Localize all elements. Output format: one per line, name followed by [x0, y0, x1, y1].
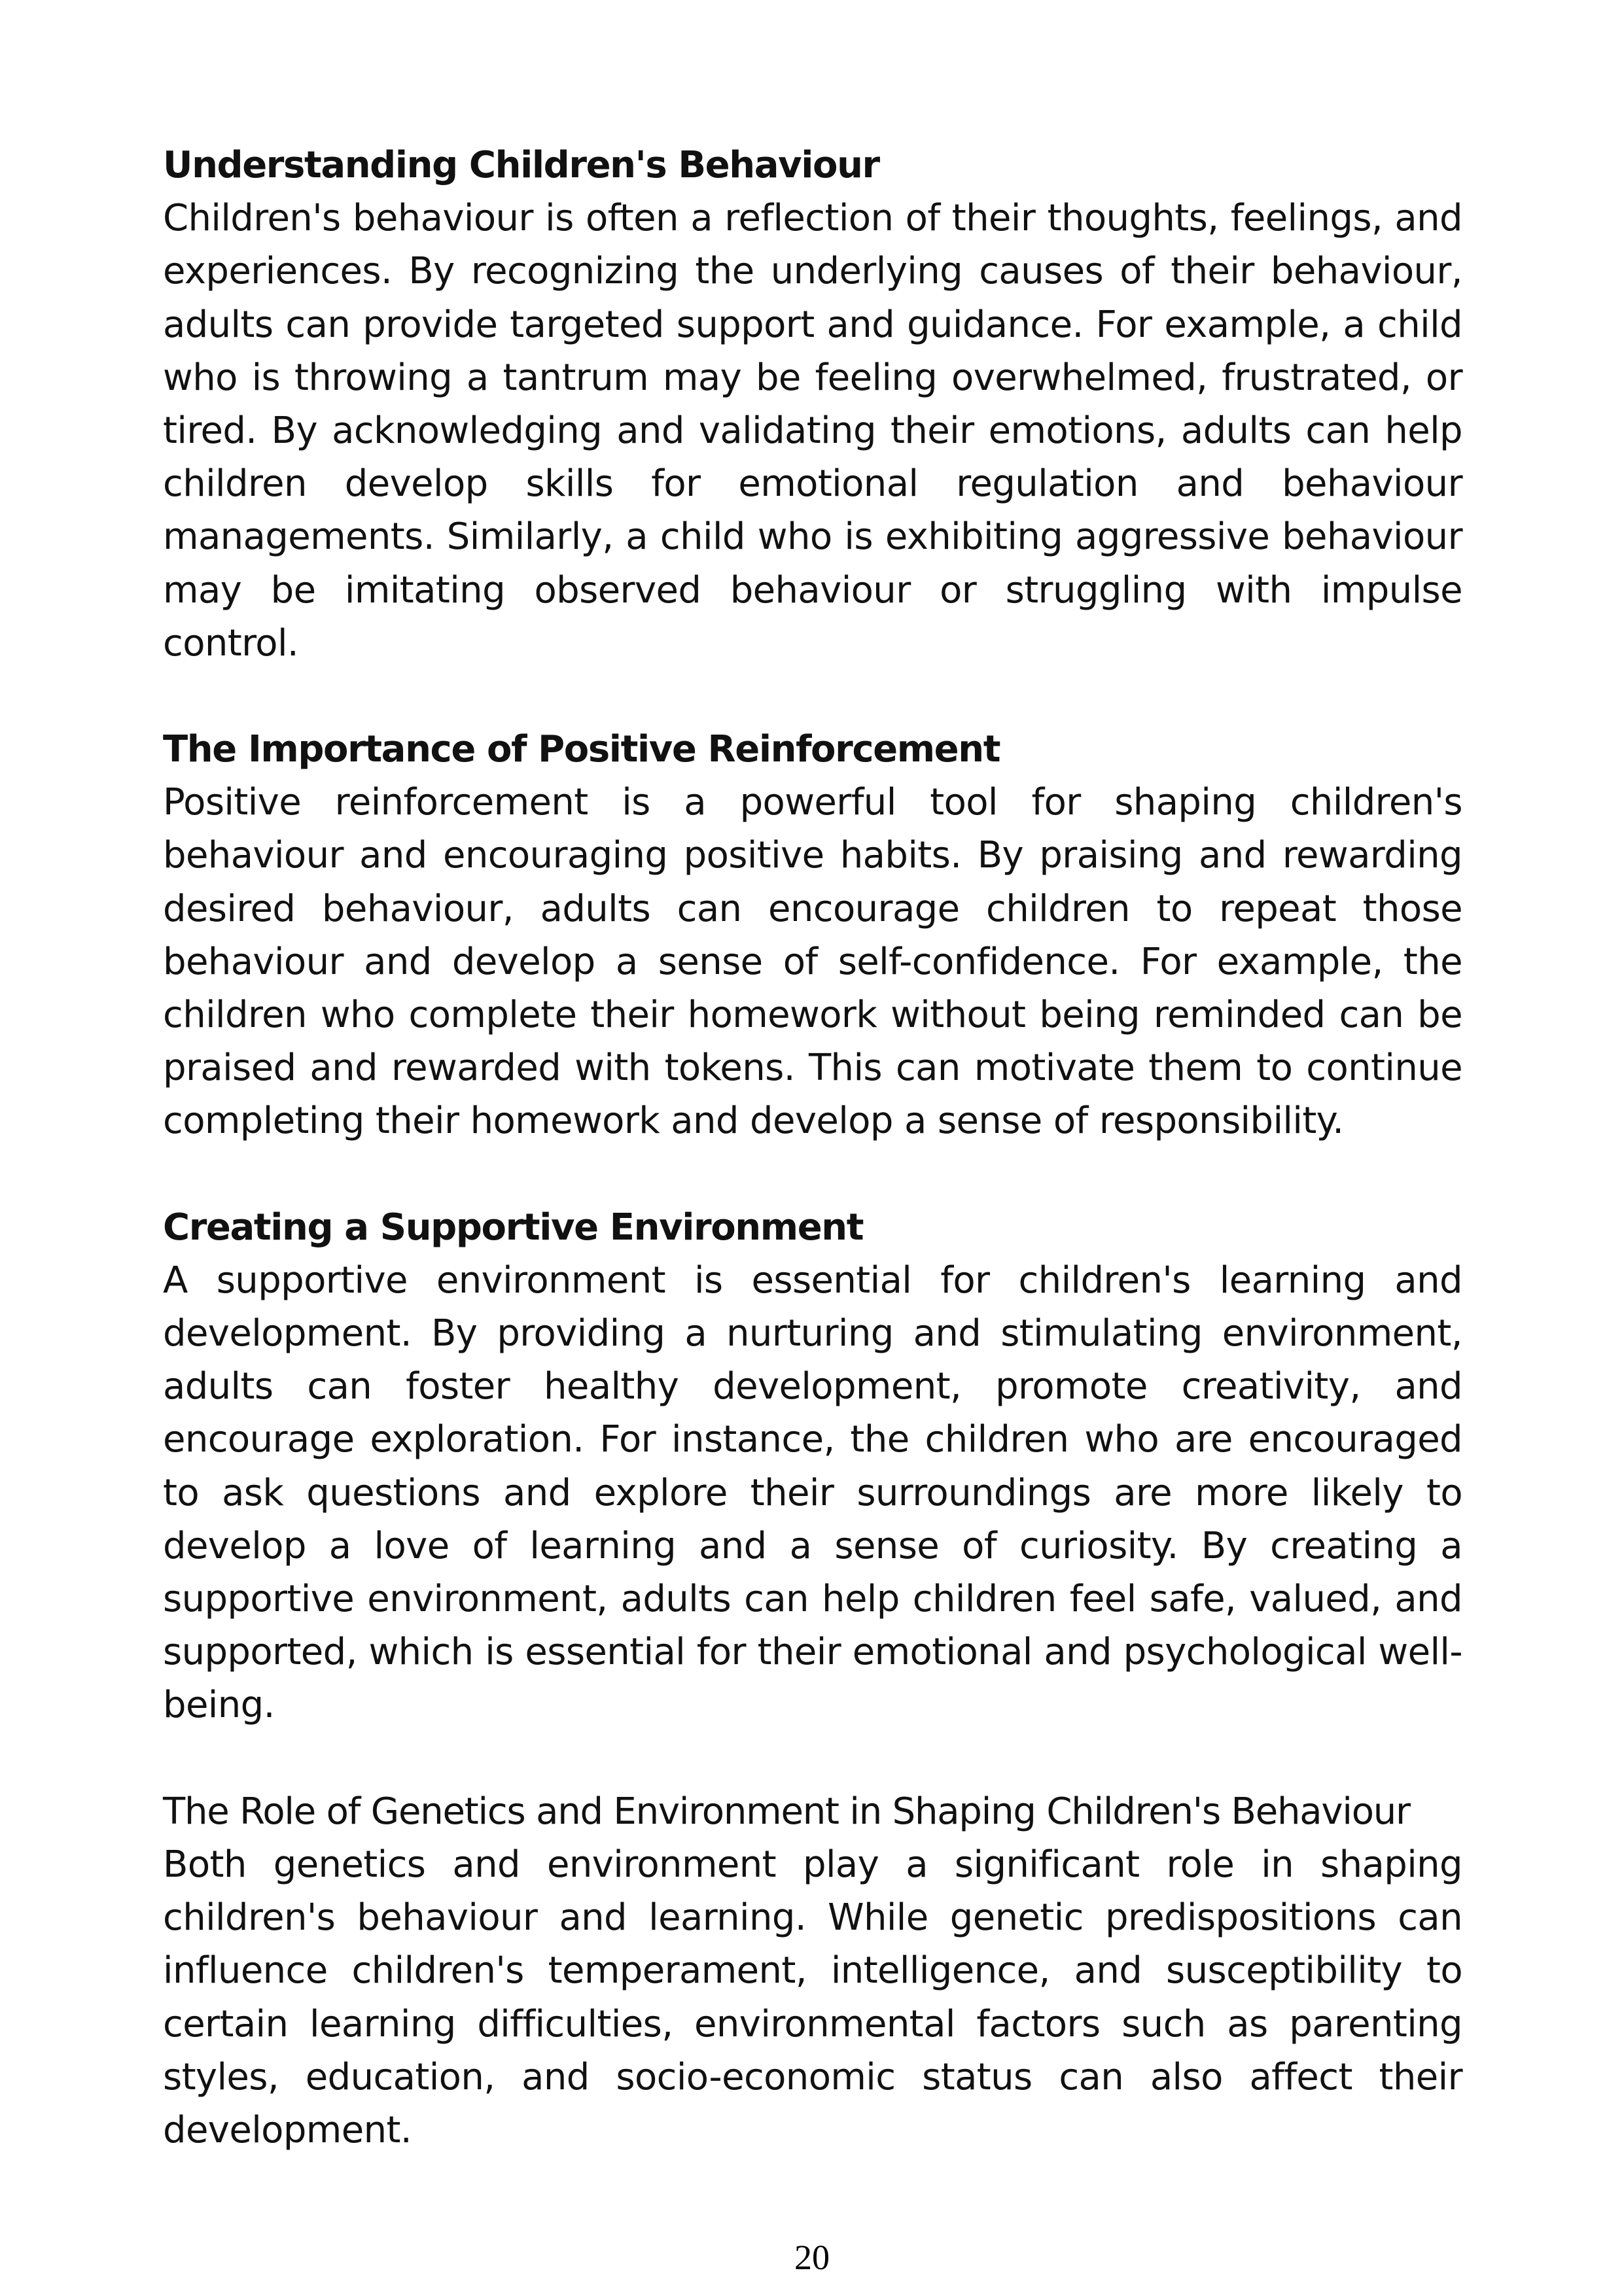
page-number: 20 — [794, 2238, 830, 2277]
section-paragraph: Positive reinforcement is a powerful tool for shaping children's behaviour and encouraging positive habits. By praising and rewarding desired behaviour, adults can encourage children to repeat those behaviour and develop a sense of self-confidence. For example, the children who complete their homework without being reminded can be praised and rewarded with tokens. This can motivate them to continue completing their homework and develop a sense of responsibility. — [163, 781, 1462, 1143]
section-heading: The Role of Genetics and Environment in Shaping Children's Behaviour — [163, 1790, 1410, 1833]
section-supportive-environment — [163, 1201, 1462, 1732]
section-understanding-behaviour — [163, 139, 1462, 670]
section-paragraph: Both genetics and environment play a significant role in shaping children's behaviour and learning. While genetic predispositions can influence children's temperament, intelligence, and susceptibility to certain learning difficulties, environmental factors such as parenting styles, education, and socio-economic status can also affect their development. — [163, 1843, 1462, 2151]
section-heading: Understanding Children's Behaviour — [163, 144, 879, 186]
section-paragraph: Children's behaviour is often a reflection of their thoughts, feelings, and experiences. By recognizing the underlying causes of their behaviour, adults can provide targeted support and guidance. For example, a child who is throwing a tantrum may be feeling overwhelmed, frustrated, or tired. By acknowledging and validating their emotions, adults can help children develop skills for emotional regulation and behaviour managements. Similarly, a child who is exhibiting aggressive behaviour may be imitating observed behaviour or struggling with impulse control. — [163, 197, 1462, 665]
section-paragraph: A supportive environment is essential for children's learning and development. By providing a nurturing and stimulating environment, adults can foster healthy development, promote creativity, and encourage exploration. For instance, the children who are encouraged to ask questions and explore their surroundings are more likely to develop a love of learning and a sense of curiosity. By creating a supportive environment, adults can help children feel safe, valued, and supported, which is essential for their emotional and psychological well-being. — [163, 1259, 1462, 1727]
document-page — [163, 139, 1462, 2210]
section-positive-reinforcement — [163, 723, 1462, 1148]
section-heading: Creating a Supportive Environment — [163, 1206, 864, 1249]
section-genetics-environment — [163, 1785, 1462, 2157]
section-heading: The Importance of Positive Reinforcement — [163, 728, 1000, 771]
